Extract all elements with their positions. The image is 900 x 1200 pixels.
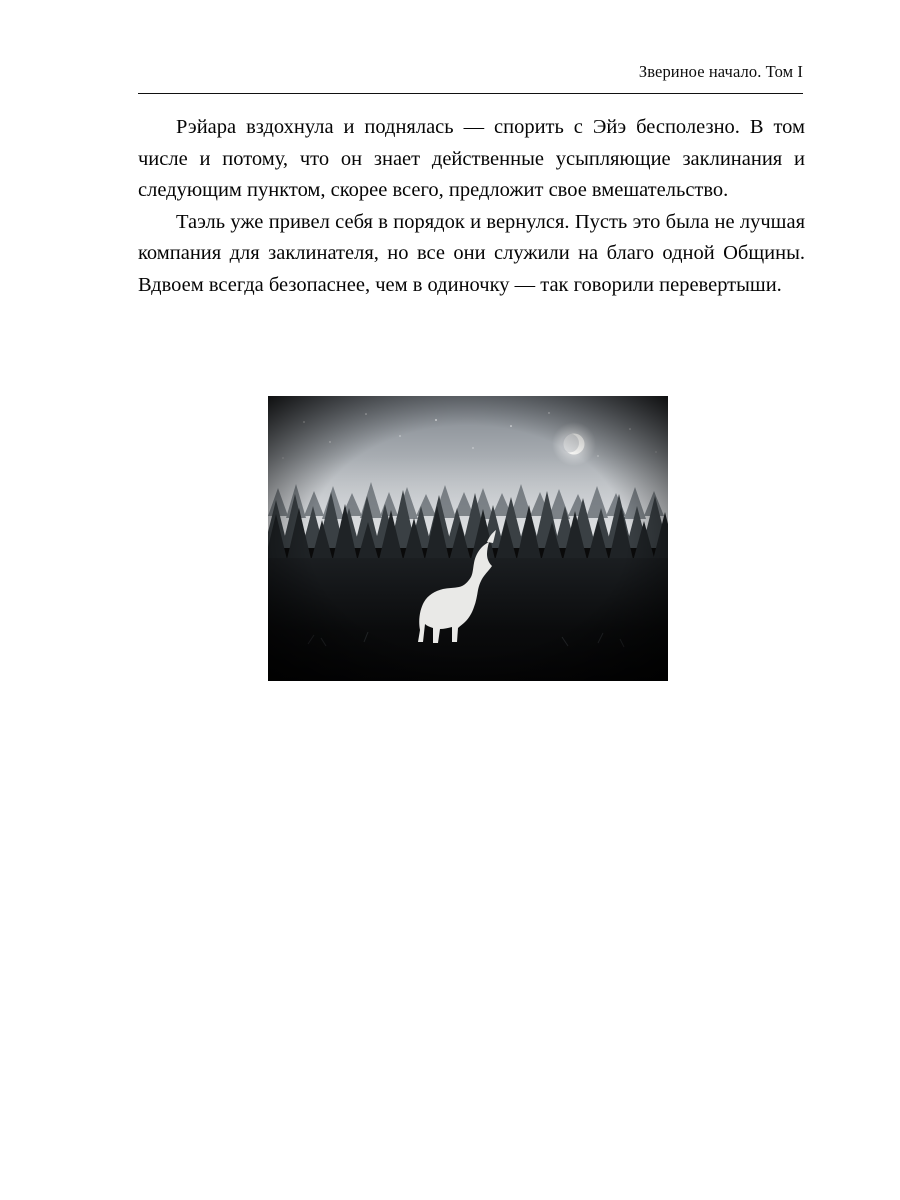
- paragraph: Таэль уже привел себя в порядок и вернулся. Пусть это была не лучшая компания для заклинателя, но все они служили на благо одной Общины. Вдвоем всегда безопаснее, чем в одиночку — так говорили перевертыши.: [138, 210, 805, 296]
- running-head-text: Звериное начало. Том I: [638, 62, 803, 81]
- illustration-frame: [268, 396, 668, 681]
- body-text: [138, 112, 805, 301]
- running-head: [138, 62, 803, 88]
- illustration-figure: [268, 396, 668, 681]
- howling-wolf-forest-moon-icon: [268, 396, 668, 681]
- header-divider: [138, 93, 803, 94]
- paragraph: Рэйара вздохнула и поднялась — спорить с Эйэ бесполезно. В том числе и потому, что он знает действенные усыпляющие заклинания и следующим пунктом, скорее всего, предложит свое вмешательство.: [138, 116, 805, 201]
